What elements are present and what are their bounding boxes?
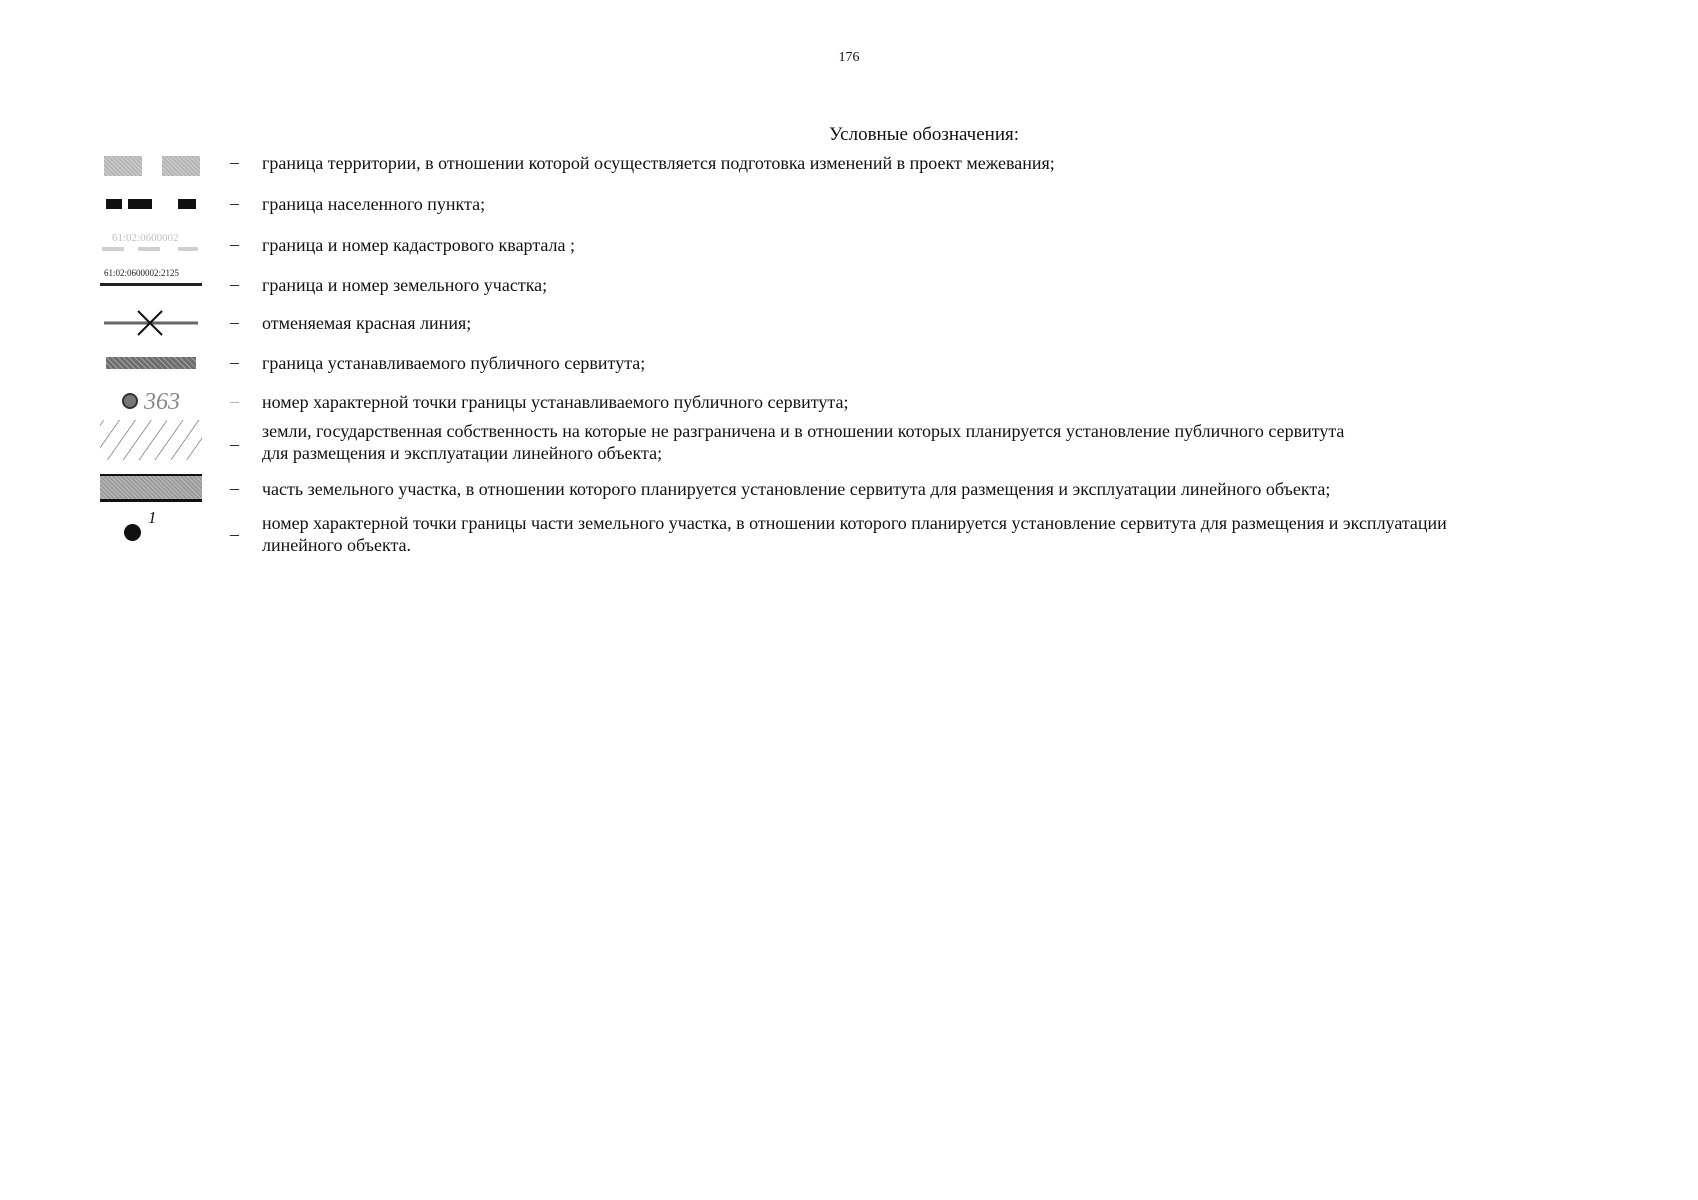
servitude-boundary-icon (100, 357, 202, 369)
legend-dash: – (230, 193, 239, 213)
plot-part-point-number: 1 (148, 508, 157, 527)
legend-dash: – (230, 234, 239, 254)
plot-part-point-icon (100, 508, 202, 542)
legend-item-text: земли, государственная собственность на которые не разграничена и в отношении которых планируется установление публичного сервитута (262, 421, 1345, 441)
legend-item-text: отменяемая красная линия; (262, 313, 472, 333)
legend-item-text: номер характерной точки границы части земельного участка, в отношении которого планируется установление сервитута для размещения и эксплуатации (262, 513, 1447, 533)
black-dashed-boundary-icon (100, 199, 202, 211)
legend-dash: – (230, 524, 239, 544)
servitude-point-number: 363 (144, 389, 180, 415)
cadastral-quarter-number: 61:02:0600002 (112, 232, 179, 244)
page-number: 176 (838, 50, 860, 65)
servitude-point-icon (100, 389, 202, 417)
legend-dash: – (230, 152, 239, 172)
legend-item-text: часть земельного участка, в отношении которого планируется установление сервитута для размещения и эксплуатации линейного объекта; (262, 479, 1331, 499)
cadastral-quarter-icon (100, 232, 202, 256)
legend-item-text: граница и номер земельного участка; (262, 275, 548, 295)
land-plot-number: 61:02:0600002:2125 (104, 268, 180, 278)
hatched-land-icon (100, 420, 202, 460)
legend-item-text: граница устанавливаемого публичного сервитута; (262, 353, 646, 373)
legend-item-text-continued: для размещения и эксплуатации линейного объекта; (262, 443, 663, 463)
legend-dash: – (230, 352, 239, 372)
legend-dash: – (230, 478, 239, 498)
legend-dash: – (230, 391, 239, 411)
gray-dashed-boundary-icon (100, 154, 202, 176)
legend-dash: – (230, 274, 239, 294)
legend-item-text: номер характерной точки границы устанавливаемого публичного сервитута; (262, 392, 849, 412)
crossed-red-line-icon (100, 310, 202, 336)
legend-item-text: граница и номер кадастрового квартала ; (262, 235, 576, 255)
legend-item-text: граница территории, в отношении которой осуществляется подготовка изменений в проект межевания; (262, 153, 1055, 173)
legend-title: Условные обозначения: (828, 124, 1020, 145)
legend-item-text-continued: линейного объекта. (262, 535, 412, 555)
legend-dash: – (230, 312, 239, 332)
land-plot-icon (100, 268, 202, 292)
legend-item-text: граница населенного пункта; (262, 194, 486, 214)
plot-part-icon (100, 474, 202, 502)
legend-dash: – (230, 434, 239, 454)
